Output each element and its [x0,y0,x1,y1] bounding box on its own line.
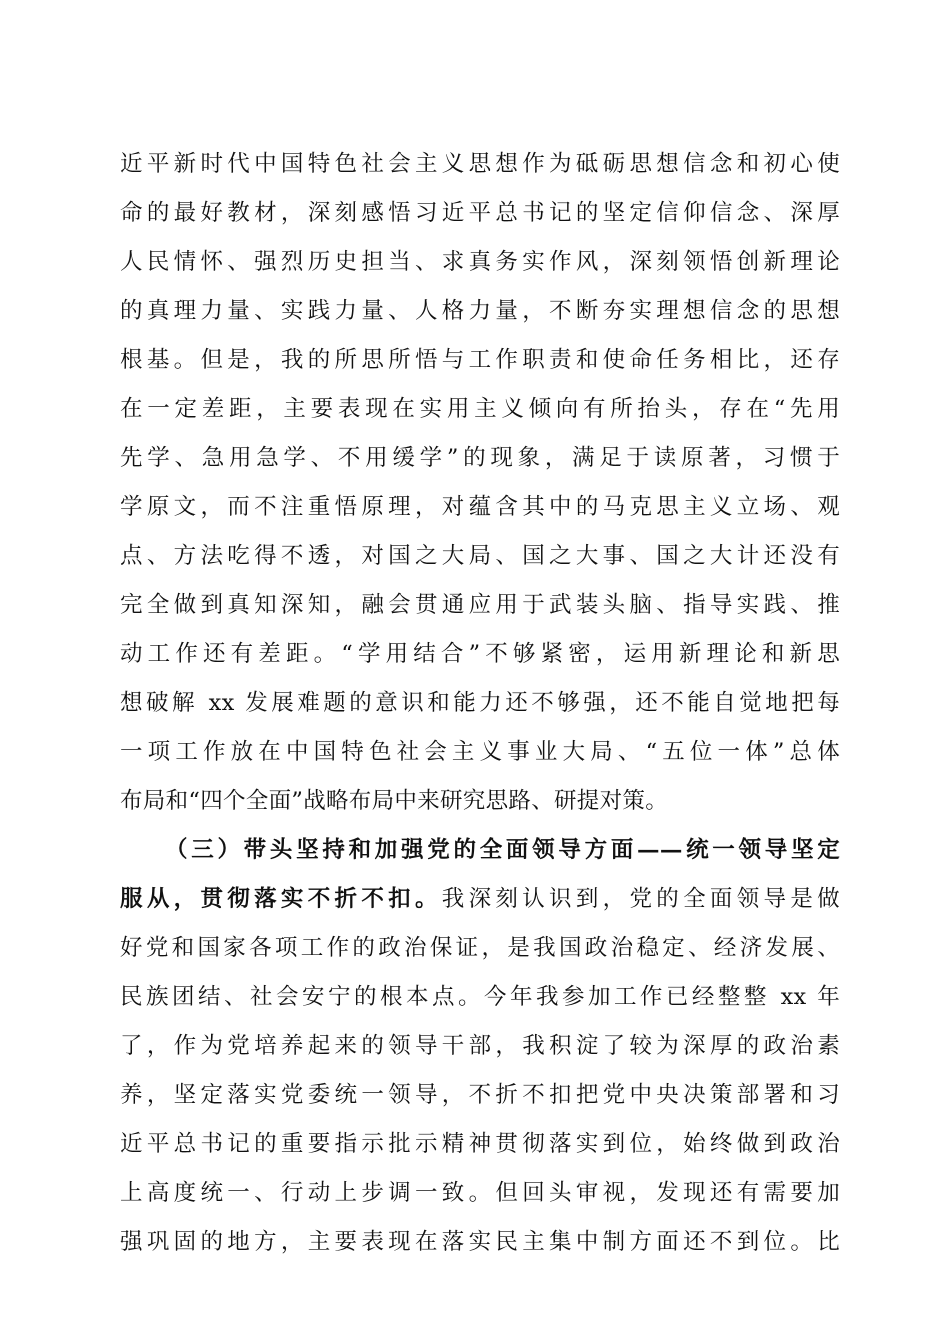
text-line: 学原文，而不注重悟原理，对蕴含其中的马克思主义立场、观 [120,494,840,520]
text-line: 想破解 xx 发展难题的意识和能力还不够强，还不能自觉地把每 [120,690,840,716]
text-line: 近平总书记的重要指示批示精神贯彻落实到位，始终做到政治 [120,1131,840,1157]
paragraph-1 [120,140,840,826]
body-text [120,140,840,1267]
text-line [120,875,840,924]
text-line: 近平新时代中国特色社会主义思想作为砥砺思想信念和初心使 [120,151,840,177]
text-line: 上高度统一、行动上步调一致。但回头审视，发现还有需要加 [120,1180,840,1206]
text-line: 根基。但是，我的所思所悟与工作职责和使命任务相比，还存 [120,347,840,373]
text-line: 人民情怀、强烈历史担当、求真务实作风，深刻领悟创新理论 [120,249,840,275]
text-line: 好党和国家各项工作的政治保证，是我国政治稳定、经济发展、 [120,935,840,961]
section-heading: （三）带头坚持和加强党的全面领导方面——统一领导坚定 [165,837,840,863]
text-line: 布局和“四个全面”战略布局中来研究思路、研提对策。 [120,788,669,814]
text-line: 养，坚定落实党委统一领导，不折不扣把党中央决策部署和习 [120,1082,840,1108]
section-heading-continued: 服从，贯彻落实不折不扣。 [120,886,442,912]
text-line: 的真理力量、实践力量、人格力量，不断夯实理想信念的思想 [120,298,840,324]
text-line: 先学、急用急学、不用缓学”的现象，满足于读原著，习惯于 [120,445,840,471]
text-line: 了，作为党培养起来的领导干部，我积淀了较为深厚的政治素 [120,1033,840,1059]
text-line: 一项工作放在中国特色社会主义事业大局、“五位一体”总体 [120,739,840,765]
text-line: 强巩固的地方，主要表现在落实民主集中制方面还不到位。比 [120,1229,840,1255]
section-3 [120,826,840,1267]
text-line: 在一定差距，主要表现在实用主义倾向有所抬头，存在“先用 [120,396,840,422]
section-text: 我深刻认识到，党的全面领导是做 [441,886,840,912]
text-line: 完全做到真知深知，融会贯通应用于武装头脑、指导实践、推 [120,592,840,618]
text-line: 点、方法吃得不透，对国之大局、国之大事、国之大计还没有 [120,543,840,569]
text-line: 命的最好教材，深刻感悟习近平总书记的坚定信仰信念、深厚 [120,200,840,226]
text-line: 动工作还有差距。“学用结合”不够紧密，运用新理论和新思 [120,641,840,667]
text-line: 民族团结、社会安宁的根本点。今年我参加工作已经整整 xx 年 [120,984,840,1010]
